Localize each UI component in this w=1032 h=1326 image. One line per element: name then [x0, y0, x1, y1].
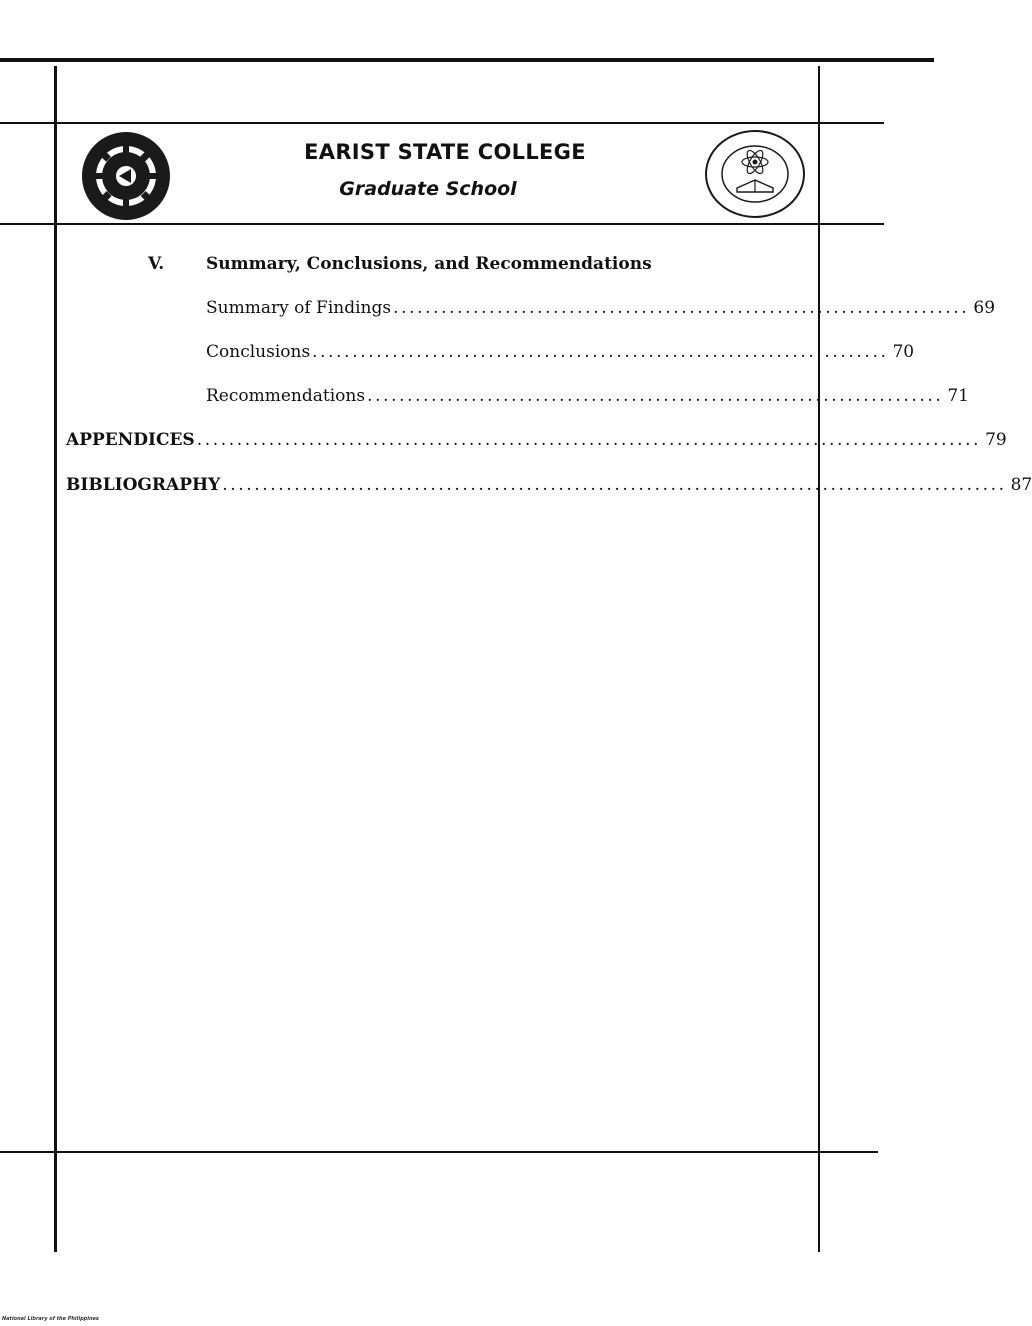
top-rule — [0, 58, 934, 62]
toc-entry-bibliography — [66, 475, 1032, 495]
toc-entry-page: 69 — [973, 298, 996, 318]
leader-dots: ........................................................................ — [367, 386, 944, 406]
leader-dots: ........................................................................ — [393, 298, 970, 318]
toc-entry-label: APPENDICES — [66, 430, 195, 450]
right-margin-rule — [818, 66, 820, 1252]
header-bottom-rule — [0, 223, 884, 225]
left-margin-rule — [54, 66, 57, 1252]
leader-dots: .................................................................................................. — [222, 475, 1007, 495]
toc-entry-page: 87 — [1010, 475, 1032, 495]
school-name: Graduate School — [339, 178, 517, 200]
college-seal-logo — [79, 131, 173, 221]
toc-entry-page: 79 — [985, 430, 1007, 450]
leader-dots: .................................................................................................. — [196, 430, 982, 450]
toc-entry-summary-of-findings — [206, 298, 996, 318]
toc-entry-conclusions — [206, 342, 915, 362]
toc-entry-label: BIBLIOGRAPHY — [66, 475, 221, 495]
leader-dots: ........................................................................ — [312, 342, 889, 362]
footer-library-note: National Library of the Philippines — [2, 1316, 99, 1322]
footer-rule — [0, 1151, 878, 1153]
toc-entry-label: Conclusions — [206, 342, 311, 362]
graduate-school-seal-logo — [703, 128, 807, 220]
chapter-title: Summary, Conclusions, and Recommendations — [206, 254, 652, 274]
toc-entry-page: 70 — [892, 342, 915, 362]
toc-entry-label: Recommendations — [206, 386, 366, 406]
chapter-number: V. — [148, 254, 165, 274]
toc-entry-appendices — [66, 430, 1007, 450]
toc-entry-label: Summary of Findings — [206, 298, 392, 318]
header-top-rule — [0, 122, 884, 124]
toc-entry-page: 71 — [947, 386, 969, 406]
toc-entry-recommendations — [206, 386, 969, 406]
college-name: EARIST STATE COLLEGE — [304, 140, 586, 164]
